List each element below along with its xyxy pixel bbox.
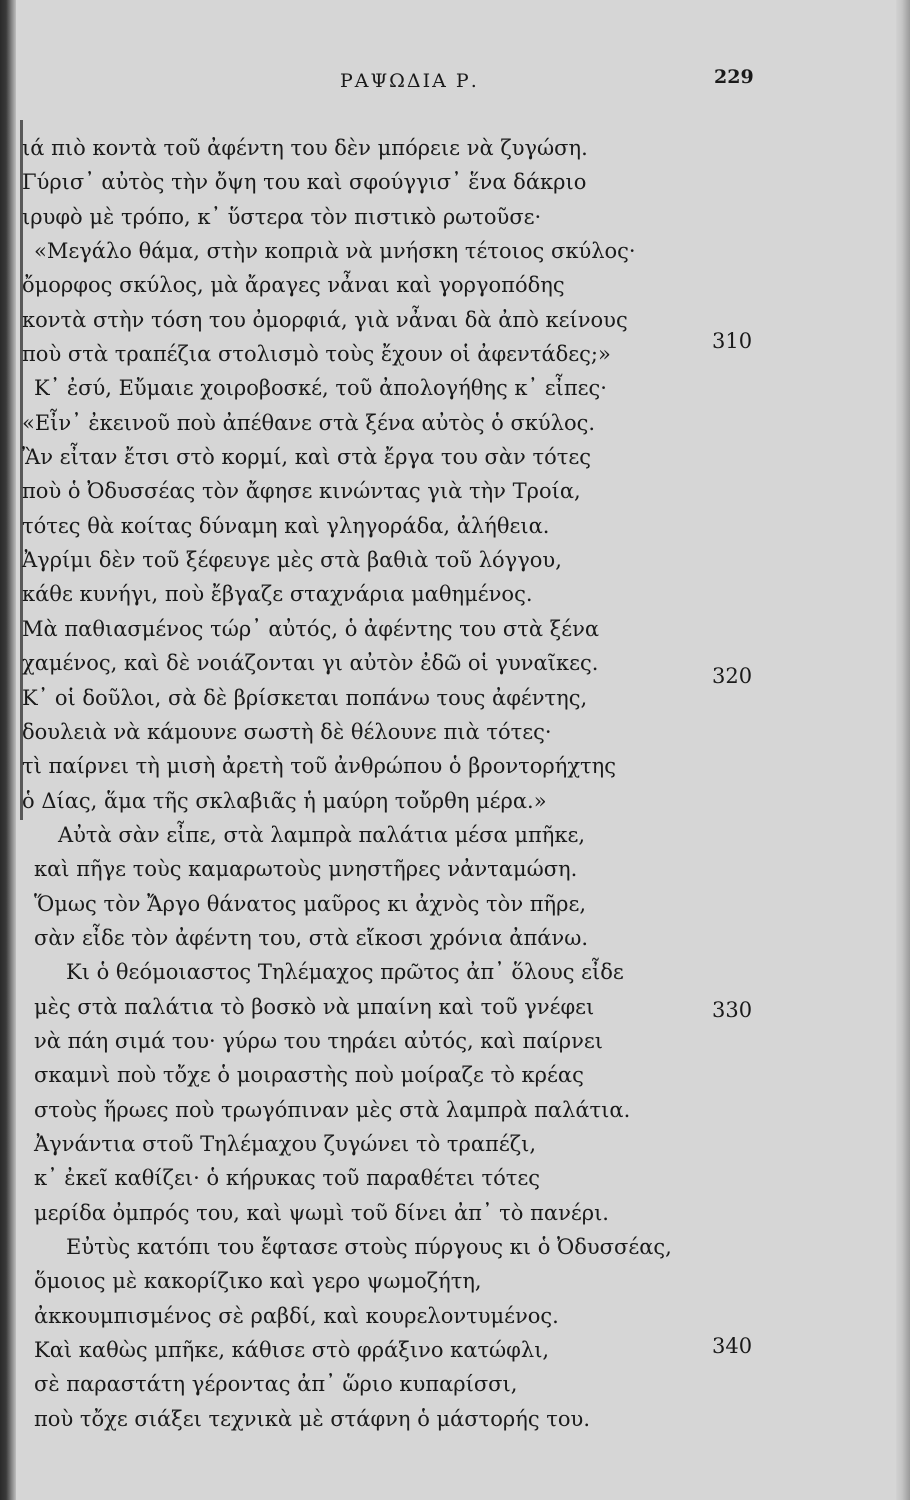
verse-line: καὶ πῆγε τοὺς καμαρωτοὺς μνηστῆρες νἀνταμώση.: [34, 857, 578, 882]
verse-line: τὶ παίρνει τὴ μισὴ ἀρετὴ τοῦ ἀνθρώπου ὁ βροντορήχτης: [22, 754, 617, 779]
verse-line: Μὰ παθιασμένος τώρ᾽ αὐτός, ὁ ἀφέντης του στὰ ξένα: [22, 616, 600, 641]
verse-line: ὁ Δίας, ἅμα τῆς σκλαβιᾶς ἡ μαύρη τοὔρθη μέρα.»: [22, 788, 547, 813]
verse-line: μερίδα ὀμπρός του, καὶ ψωμὶ τοῦ δίνει ἀπ᾽ τὸ πανέρι.: [34, 1200, 609, 1225]
verse-line: κάθε κυνήγι, ποὺ ἔβγαζε σταχνάρια μαθημένος.: [22, 582, 533, 607]
line-number: 340: [712, 1334, 753, 1358]
verse-line: χαμένος, καὶ δὲ νοιάζονται γι αὐτὸν ἐδῶ οἱ γυναῖκες.: [22, 651, 599, 676]
verse-line: σὰν εἶδε τὸν ἀφέντη του, στὰ εἴκοσι χρόνια ἀπάνω.: [34, 925, 588, 950]
page-right-edge-shadow: [896, 0, 910, 1500]
verse-line: Αὐτὰ σὰν εἶπε, στὰ λαμπρὰ παλάτια μέσα μπῆκε,: [58, 822, 586, 847]
verse-line: μὲς στὰ παλάτια τὸ βοσκὸ νὰ μπαίνη καὶ τοῦ γνέφει: [34, 994, 595, 1019]
line-number: 310: [712, 329, 753, 353]
verse-line: Κι ὁ θεόμοιαστος Τηλέμαχος πρῶτος ἀπ᾽ ὅλους εἶδε: [66, 960, 624, 985]
verse-line: Ἀγρίμι δὲν τοῦ ξέφευγε μὲς στὰ βαθιὰ τοῦ λόγγου,: [22, 548, 562, 573]
running-title: ΡΑΨΩΔΙΑ Ρ.: [340, 70, 479, 92]
verse-line: ποὺ ὁ Ὀδυσσέας τὸν ἄφησε κινώντας γιὰ τὴν Τροία,: [22, 479, 581, 504]
verse-line: Κ᾽ οἱ δοῦλοι, σὰ δὲ βρίσκεται ποπάνω τους ἀφέντης,: [22, 685, 588, 710]
verse-line: «Μεγάλο θάμα, στὴν κοπριὰ νὰ μνήσκη τέτοιος σκύλος·: [34, 239, 636, 264]
page-header: [0, 66, 910, 100]
line-number: 330: [712, 998, 753, 1022]
verse-line: ἀκκουμπισμένος σὲ ραβδί, καὶ κουρελοντυμένος.: [34, 1303, 559, 1328]
verse-line: Εὐτὺς κατόπι του ἔφτασε στοὺς πύργους κι ὁ Ὀδυσσέας,: [66, 1235, 672, 1259]
page-left-edge-shadow: [0, 0, 16, 1500]
verse-line: ποὺ στὰ τραπέζια στολισμὸ τοὺς ἔχουν οἱ ἀφεντάδες;»: [22, 342, 611, 367]
verse-line: νὰ πάη σιμά του· γύρω του τηράει αὐτός, καὶ παίρνει: [34, 1028, 603, 1053]
verse-line: ιρυφὸ μὲ τρόπο, κ᾽ ὕστερα τὸν πιστικὸ ρωτοῦσε·: [22, 204, 542, 229]
verse-line: κ᾽ ἐκεῖ καθίζει· ὁ κήρυκας τοῦ παραθέτει τότες: [34, 1166, 541, 1191]
verse-line: στοὺς ἥρωες ποὺ τρωγόπιναν μὲς στὰ λαμπρὰ παλάτια.: [34, 1097, 631, 1122]
verse-line: κοντὰ στὴν τόση του ὀμορφιά, γιὰ νἆναι δὰ ἀπὸ κείνους: [22, 307, 628, 332]
verse-line: Ἀγνάντια στοῦ Τηλέμαχου ζυγώνει τὸ τραπέζι,: [34, 1131, 537, 1156]
verse-line: δουλειὰ νὰ κάμουνε σωστὴ δὲ θέλουνε πιὰ τότες·: [22, 719, 552, 744]
verse-line: ὅμοιος μὲ κακορίζικο καὶ γερο ψωμοζήτη,: [34, 1269, 482, 1294]
verse-line: σὲ παραστάτη γέροντας ἀπ᾽ ὥριο κυπαρίσσι,: [34, 1372, 518, 1397]
verse-line: τότες θὰ κοίτας δύναμη καὶ γληγοράδα, ἀλήθεια.: [22, 513, 550, 538]
verse-line: «Εἶν᾽ ἐκεινοῦ ποὺ ἀπέθανε στὰ ξένα αὐτὸς ὁ σκύλος.: [22, 410, 596, 435]
verse-text-block: [18, 131, 718, 1436]
verse-line: ὄμορφος σκύλος, μὰ ἄραγες νἆναι καὶ γοργοπόδης: [22, 273, 565, 298]
verse-line: ιά πιὸ κοντὰ τοῦ ἀφέντη του δὲν μπόρειε νὰ ζυγώση.: [22, 136, 588, 160]
verse-line: Γύρισ᾽ αὐτὸς τὴν ὄψη του καὶ σφούγγισ᾽ ἕνα δάκριο: [22, 170, 587, 195]
verse-line: Κ᾽ ἐσύ, Εὔμαιε χοιροβοσκέ, τοῦ ἀπολογήθης κ᾽ εἶπες·: [34, 376, 607, 401]
line-number: 320: [712, 664, 753, 688]
verse-line: σκαμνὶ ποὺ τὄχε ὁ μοιραστὴς ποὺ μοίραζε τὸ κρέας: [34, 1063, 584, 1088]
verse-line: Καὶ καθὼς μπῆκε, κάθισε στὸ φράξινο κατώφλι,: [34, 1338, 550, 1363]
verse-line: ποὺ τὄχε σιάξει τεχνικὰ μὲ στάφνη ὁ μάστορής του.: [34, 1406, 590, 1431]
verse-line: Ὅμως τὸν Ἄργο θάνατος μαῦρος κι ἀχνὸς τὸν πῆρε,: [34, 891, 587, 916]
verse-line: Ἂν εἶταν ἔτσι στὸ κορμί, καὶ στὰ ἔργα του σὰν τότες: [22, 445, 592, 470]
page-number: 229: [714, 66, 754, 88]
